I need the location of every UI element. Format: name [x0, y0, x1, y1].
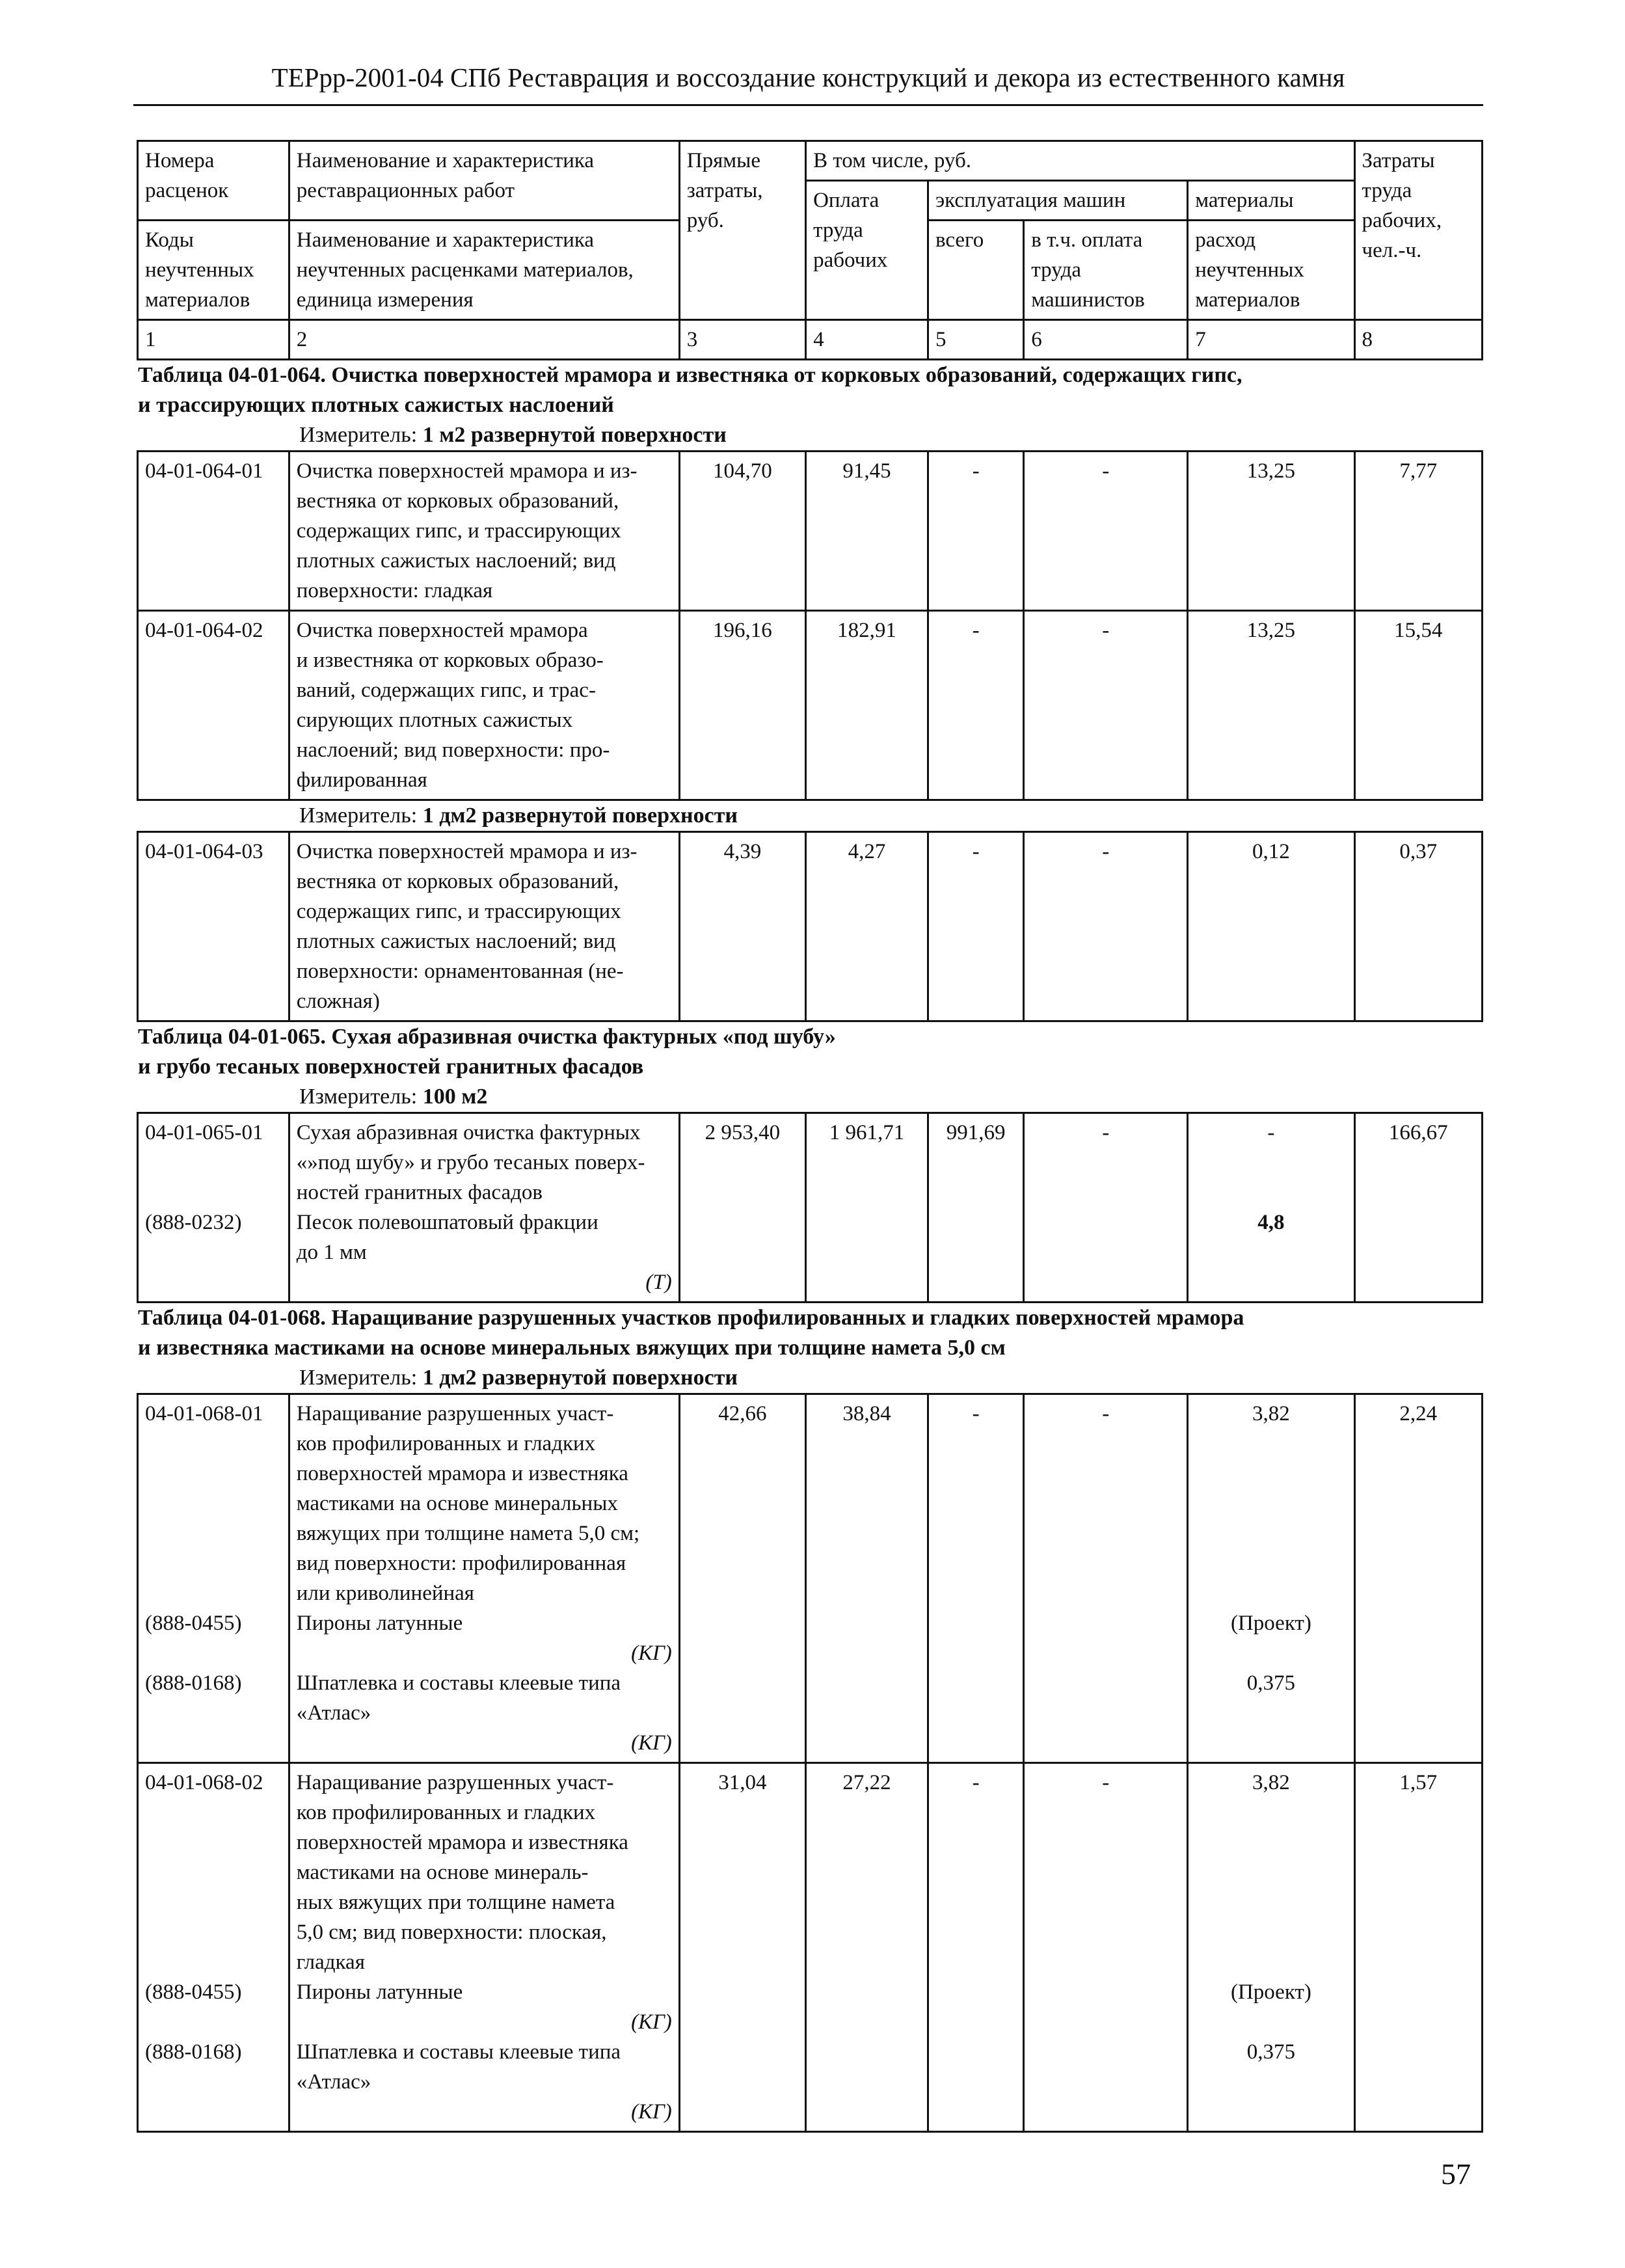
page-number: 57	[1441, 2157, 1471, 2191]
table-row	[138, 1394, 1483, 1763]
code-cell	[138, 1763, 289, 2132]
material-unit: (КГ)	[631, 1641, 672, 1665]
machines-header: эксплуатация машин	[928, 181, 1187, 221]
direct-cost: 196,16	[679, 611, 805, 800]
rate-code: 04-01-064-02	[138, 611, 289, 800]
labor-cost: 182,91	[806, 611, 928, 800]
table-064-measure-2	[137, 801, 1483, 831]
table-row	[138, 452, 1483, 611]
labor-cost: 1 961,71	[806, 1113, 928, 1303]
table-068-caption-line1: Таблица 04-01-068. Наращивание разрушенных участков профилированных и гладких поверхностей мрамора	[138, 1306, 1244, 1330]
materials-cost: 3,82	[1252, 1771, 1290, 1794]
col3-header: Прямые затраты, руб.	[679, 141, 805, 320]
table-065-caption-line2: и грубо тесаных поверхностей гранитных фасадов	[138, 1055, 644, 1079]
table-064-measure-1	[137, 420, 1483, 450]
col7-header: расход неучтенных материалов	[1188, 221, 1354, 320]
material-unit: (КГ)	[631, 2100, 672, 2124]
table-row	[138, 1763, 1483, 2132]
rate-name: Очистка поверхностей мрамора и известняка от корковых образо- ваний, содержащих гипс, и трас- сирующих плотных сажистых наслоений; вид поверхности: про- филированная	[289, 611, 679, 800]
rate-code: 04-01-064-01	[138, 452, 289, 611]
measure-value: 1 дм2 развернутой поверхности	[422, 1366, 738, 1390]
material-code: (888-0232)	[145, 1211, 242, 1234]
material-quantity: (Проект)	[1230, 1980, 1311, 2004]
measure-prefix: Измеритель:	[299, 423, 423, 447]
direct-cost: 31,04	[679, 1763, 805, 2132]
material-unit: (Т)	[645, 1271, 672, 1294]
col-number: 4	[806, 320, 928, 360]
table-068-block	[137, 1393, 1483, 2133]
material-code: (888-0455)	[145, 1980, 242, 2004]
rate-name: Очистка поверхностей мрамора и из- вестняка от корковых образований, содержащих гипс, и трассирующих плотных сажистых наслоений; вид поверхности: гладкая	[289, 452, 679, 611]
col5-header: всего	[928, 221, 1023, 320]
materials-cost: 3,82	[1252, 1402, 1290, 1425]
labor-cost: 38,84	[806, 1394, 928, 1763]
material-code: (888-0168)	[145, 2040, 242, 2064]
labor-hours: 1,57	[1354, 1763, 1482, 2132]
direct-cost: 104,70	[679, 452, 805, 611]
col1-bottom-header: Коды неучтенных материалов	[138, 221, 289, 320]
rate-name: Наращивание разрушенных участ- ков профилированных и гладких поверхностей мрамора и известняка мастиками на основе минераль- ных вяжущих при толщине намета 5,0 см; вид поверхности: плоская, гладкая	[296, 1771, 628, 1974]
price-table-page	[137, 140, 1483, 2133]
labor-hours: 15,54	[1354, 611, 1482, 800]
col8-header: Затраты труда рабочих, чел.-ч.	[1354, 141, 1483, 320]
rate-code: 04-01-068-01	[145, 1402, 263, 1425]
material-quantity: 0,375	[1246, 1671, 1296, 1695]
col2-top-header: Наименование и характеристика реставрационных работ	[289, 141, 679, 221]
rate-name: Очистка поверхностей мрамора и из- вестняка от корковых образований, содержащих гипс, и трассирующих плотных сажистых наслоений; вид поверхности: орнаментованная (не- сложная)	[289, 832, 679, 1021]
measure-value: 1 м2 развернутой поверхности	[422, 423, 727, 447]
header-rule	[133, 104, 1483, 106]
labor-hours: 7,77	[1354, 452, 1482, 611]
table-064-caption-line1: Таблица 04-01-064. Очистка поверхностей мрамора и известняка от корковых образований, содержащих гипс,	[138, 363, 1242, 387]
including-header: В том числе, руб.	[806, 141, 1354, 181]
materials-cell	[1188, 1394, 1354, 1763]
machinist-cost: -	[1024, 832, 1188, 1021]
table-068-caption-line2: и известняка мастиками на основе минеральных вяжущих при толщине намета 5,0 см	[138, 1336, 1006, 1360]
col6-header: в т.ч. оплата труда машинистов	[1024, 221, 1188, 320]
machinist-cost: -	[1024, 452, 1188, 611]
machine-cost: 991,69	[928, 1113, 1023, 1303]
labor-cost: 4,27	[806, 832, 928, 1021]
measure-value: 100 м2	[422, 1085, 488, 1109]
material-code: (888-0455)	[145, 1612, 242, 1635]
materials-cost: 0,12	[1188, 832, 1354, 1021]
direct-cost: 42,66	[679, 1394, 805, 1763]
material-quantity: 4,8	[1257, 1211, 1285, 1234]
labor-cost: 91,45	[806, 452, 928, 611]
name-cell	[289, 1394, 679, 1763]
table-row	[138, 1113, 1483, 1303]
direct-cost: 2 953,40	[679, 1113, 805, 1303]
col-number: 7	[1188, 320, 1354, 360]
col-number: 2	[289, 320, 679, 360]
machinist-cost: -	[1024, 611, 1188, 800]
materials-cell	[1188, 1763, 1354, 2132]
labor-hours: 2,24	[1354, 1394, 1482, 1763]
material-quantity: (Проект)	[1230, 1612, 1311, 1635]
code-cell	[138, 1394, 289, 1763]
rate-name: Сухая абразивная очистка фактурных «»под шубу» и грубо тесаных поверх- ностей гранитных фасадов	[296, 1121, 645, 1204]
material-unit: (КГ)	[631, 1731, 672, 1755]
col-number: 1	[138, 320, 289, 360]
material-quantity: 0,375	[1246, 2040, 1296, 2064]
col-number: 6	[1024, 320, 1188, 360]
measure-value: 1 дм2 развернутой поверхности	[422, 803, 738, 828]
rate-name: Наращивание разрушенных участ- ков профилированных и гладких поверхностей мрамора и известняка мастиками на основе минеральных вяжущих при толщине намета 5,0 см; вид поверхности: профилированная или криволинейная	[296, 1402, 640, 1605]
document-header-title: ТЕРрр-2001-04 СПб Реставрация и воссоздание конструкций и декора из естественного камня	[271, 62, 1345, 92]
name-cell	[289, 1113, 679, 1303]
machine-cost: -	[928, 832, 1023, 1021]
column-header-table	[137, 140, 1483, 360]
labor-cost: 27,22	[806, 1763, 928, 2132]
measure-prefix: Измеритель:	[299, 1366, 423, 1390]
table-064-block-2	[137, 831, 1483, 1022]
machine-cost: -	[928, 611, 1023, 800]
rate-code: 04-01-068-02	[145, 1771, 263, 1794]
labor-hours: 0,37	[1354, 832, 1482, 1021]
machine-cost: -	[928, 1763, 1023, 2132]
machine-cost: -	[928, 452, 1023, 611]
table-065-caption-line1: Таблица 04-01-065. Сухая абразивная очистка фактурных «под шубу»	[138, 1025, 836, 1049]
measure-prefix: Измеритель:	[299, 803, 423, 828]
col-number: 8	[1354, 320, 1483, 360]
rate-code: 04-01-064-03	[138, 832, 289, 1021]
table-row	[138, 611, 1483, 800]
direct-cost: 4,39	[679, 832, 805, 1021]
col-number: 3	[679, 320, 805, 360]
code-cell	[138, 1113, 289, 1303]
material-name: Пироны латунные	[296, 1612, 463, 1635]
materials-cell	[1188, 1113, 1354, 1303]
rate-code: 04-01-065-01	[145, 1121, 263, 1144]
machinist-cost: -	[1024, 1763, 1188, 2132]
table-row	[138, 832, 1483, 1021]
name-cell	[289, 1763, 679, 2132]
measure-prefix: Измеритель:	[299, 1085, 423, 1109]
machinist-cost: -	[1024, 1113, 1188, 1303]
materials-cost: -	[1267, 1121, 1275, 1144]
material-name: Песок полевошпатовый фракции до 1 мм	[296, 1211, 598, 1264]
material-name: Шпатлевка и составы клеевые типа «Атлас»	[296, 1671, 621, 1725]
materials-header: материалы	[1188, 181, 1354, 221]
materials-cost: 13,25	[1188, 611, 1354, 800]
table-065-measure	[137, 1082, 1483, 1112]
machinist-cost: -	[1024, 1394, 1188, 1763]
table-064-caption-line2: и трассирующих плотных сажистых наслоений	[138, 393, 614, 417]
col4-header: Оплата труда рабочих	[806, 181, 928, 320]
col-number: 5	[928, 320, 1023, 360]
machine-cost: -	[928, 1394, 1023, 1763]
table-065-block	[137, 1112, 1483, 1303]
material-code: (888-0168)	[145, 1671, 242, 1695]
material-name: Шпатлевка и составы клеевые типа «Атлас»	[296, 2040, 621, 2094]
col1-top-header: Номера расценок	[138, 141, 289, 221]
material-name: Пироны латунные	[296, 1980, 463, 2004]
materials-cost: 13,25	[1188, 452, 1354, 611]
table-068-measure	[137, 1363, 1483, 1393]
col2-bottom-header: Наименование и характеристика неучтенных расценками материалов, единица измерения	[289, 221, 679, 320]
table-064-block-1	[137, 450, 1483, 801]
labor-hours: 166,67	[1354, 1113, 1482, 1303]
material-unit: (КГ)	[631, 2010, 672, 2034]
